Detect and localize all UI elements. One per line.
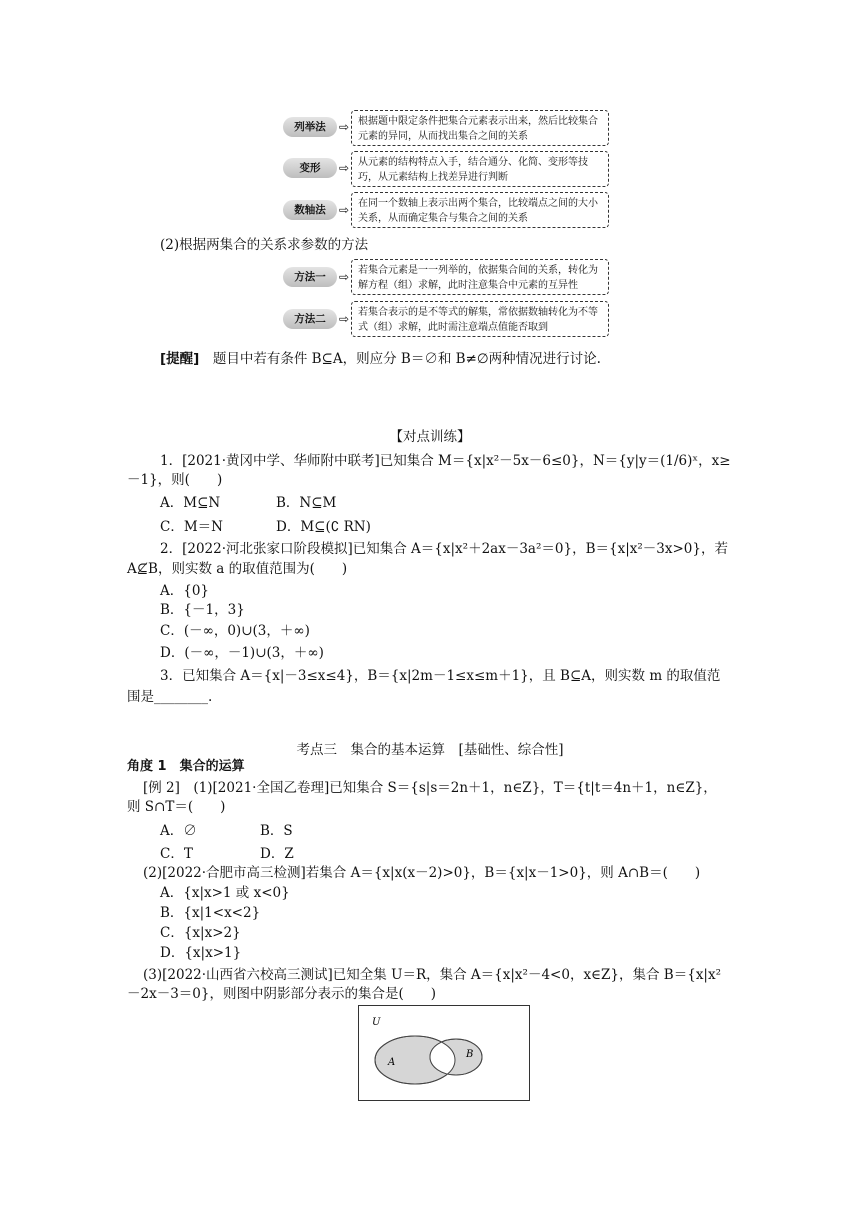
q2-option-a: A．{0}: [160, 583, 210, 599]
section2-heading: (2)根据两集合的关系求参数的方法: [160, 237, 369, 253]
q2-line1: 2．[2022·河北张家口阶段模拟]已知集合 A＝{x|x²＋2ax－3a²＝0}，B＝{x|x²－3x>0}，若: [160, 541, 728, 557]
q2-option-b: B．{－1，3}: [160, 602, 245, 618]
venn-label-a: A: [388, 1057, 396, 1068]
ex2-2-option-a: A．{x|x>1 或 x<0}: [160, 885, 290, 901]
arrow-icon: ⇨: [339, 120, 350, 134]
flow1-box-0: 根据题中限定条件把集合元素表示出来，然后比较集合元素的异同，从而找出集合之间的关系: [351, 110, 609, 146]
ex2-line2: 则 S∩T＝( ): [127, 799, 226, 815]
ex2-option-c: C．T: [160, 846, 193, 862]
flow1-box-2: 在同一个数轴上表示出两个集合，比较端点之间的大小关系，从而确定集合与集合之间的关系: [351, 192, 609, 228]
ex2-2-option-b: B．{x|1<x<2}: [160, 905, 261, 921]
ex2-3-line2: －2x－3＝0}，则图中阴影部分表示的集合是( ): [127, 986, 437, 1002]
q3-line2: 围是________.: [127, 689, 213, 705]
arrow-icon: ⇨: [339, 203, 350, 217]
q2-option-d: D．(－∞，－1)∪(3，＋∞): [160, 645, 324, 661]
q3-line1: 3．已知集合 A＝{x|－3≤x≤4}，B＝{x|2m－1≤x≤m＋1}，且 B⊆A，则实数 m 的取值范: [160, 668, 721, 684]
flow2-box-0: 若集合元素是一一列举的，依据集合间的关系，转化为解方程（组）求解，此时注意集合中元素的互异性: [351, 259, 609, 295]
ex2-line1: [例 2] (1)[2021·全国乙卷理]已知集合 S＝{s|s＝2n＋1，n∈Z}，T＝{t|t＝4n＋1，n∈Z}，: [143, 780, 717, 796]
tip-tag: [提醒]: [160, 351, 200, 367]
arrow-icon: ⇨: [339, 161, 350, 175]
q1-option-b: B．N⊆M: [276, 495, 337, 511]
flow1-label-1: 变形: [283, 158, 337, 178]
flow1-box-1: 从元素的结构特点入手，结合通分、化简、变形等技巧，从元素结构上找差异进行判断: [351, 151, 609, 187]
ex2-option-b: B．S: [260, 823, 293, 839]
arrow-icon: ⇨: [339, 270, 350, 284]
tip: [160, 350, 601, 368]
arrow-icon: ⇨: [339, 312, 350, 326]
flow1-label-0: 列举法: [283, 117, 337, 137]
ex2-option-a: A．∅: [160, 823, 197, 839]
venn-label-u: U: [372, 1017, 381, 1028]
ex2-3-line1: (3)[2022·山西省六校高三测试]已知全集 U＝R，集合 A＝{x|x²－4<0，x∈Z}，集合 B＝{x|x²: [143, 967, 722, 983]
ex2-2-option-d: D．{x|x>1}: [160, 945, 242, 961]
flow1-label-2: 数轴法: [283, 200, 337, 220]
venn-diagram: [358, 1005, 530, 1101]
angle-heading: 角度 1 集合的运算: [127, 759, 245, 774]
flow2-label-0: 方法一: [283, 267, 337, 287]
ex2-option-d: D．Z: [260, 846, 294, 862]
q1-line2: －1}，则( ): [127, 472, 223, 488]
training-title: 【对点训练】: [389, 429, 471, 445]
q2-option-c: C．(－∞，0)∪(3，＋∞): [160, 623, 310, 639]
venn-label-b: B: [466, 1049, 474, 1060]
kaodian-title: 考点三 集合的基本运算 [基础性、综合性]: [296, 742, 564, 758]
q1-option-c: C．M＝N: [160, 519, 223, 535]
ex2-2-option-c: C．{x|x>2}: [160, 925, 241, 941]
flow2-label-1: 方法二: [283, 309, 337, 329]
flow2-box-1: 若集合表示的是不等式的解集，常依据数轴转化为不等式（组）求解，此时需注意端点值能否取到: [351, 301, 609, 337]
q2-line2: A⊈B，则实数 a 的取值范围为( ): [127, 561, 348, 577]
q1-option-d: D．M⊆(∁ RN): [276, 519, 371, 535]
q1-option-a: A．M⊆N: [160, 495, 221, 511]
ex2-2-line1: (2)[2022·合肥市高三检测]若集合 A＝{x|x(x－2)>0}，B＝{x|x－1>0}，则 A∩B＝( ): [143, 865, 701, 881]
q1-line1: 1．[2021·黄冈中学、华师附中联考]已知集合 M＝{x|x²－5x－6≤0}，N＝{y|y＝(1/6)ˣ，x≥: [160, 453, 731, 469]
tip-text: 题目中若有条件 B⊆A，则应分 B＝∅和 B≠∅两种情况进行讨论.: [212, 351, 601, 367]
